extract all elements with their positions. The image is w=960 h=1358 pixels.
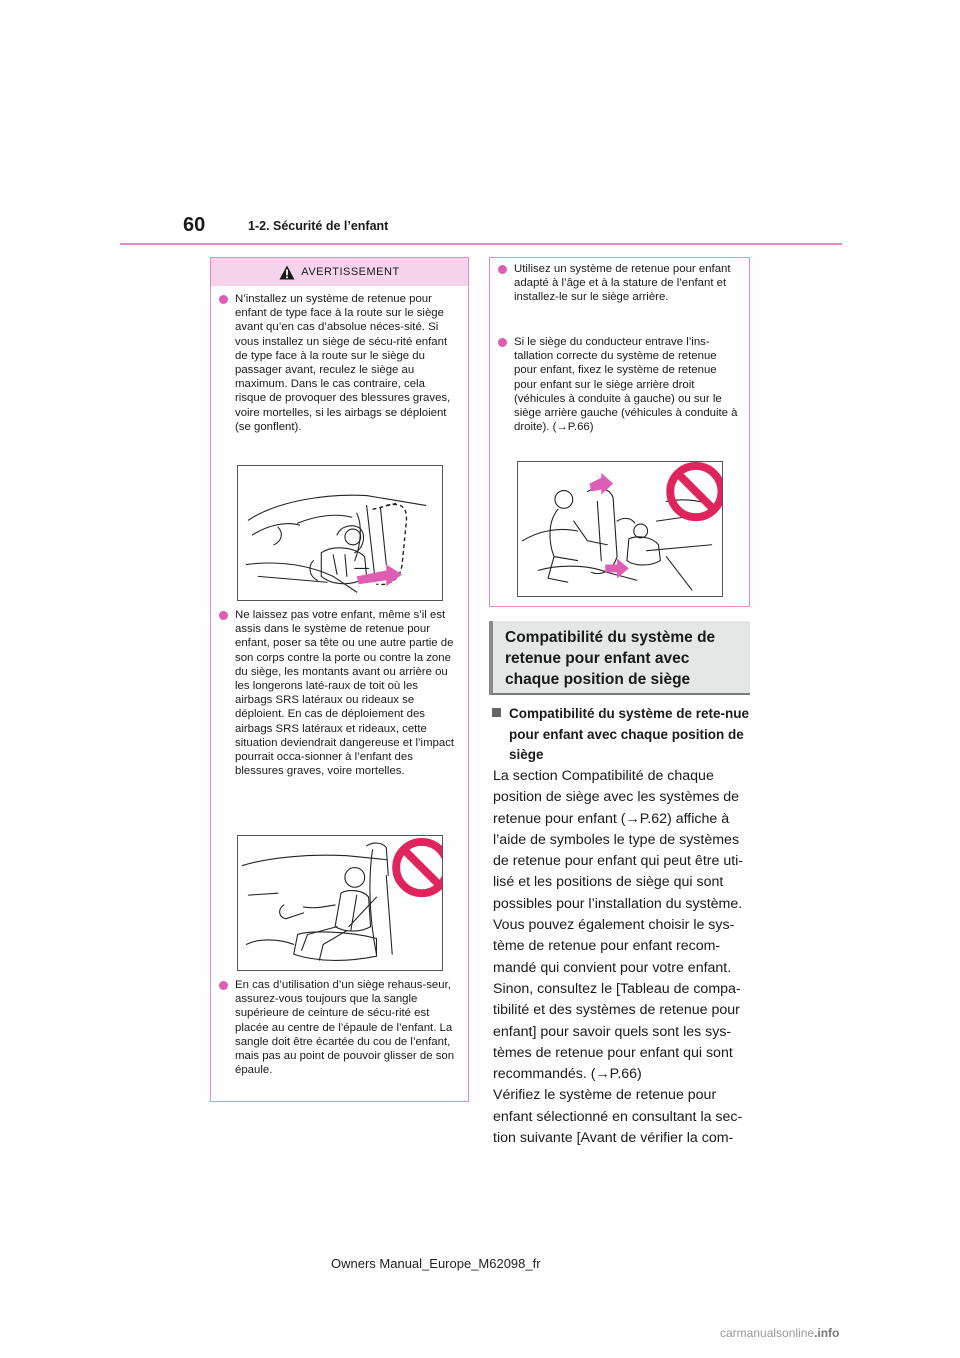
warning-panel	[210, 257, 469, 1102]
warning-triangle-icon	[279, 265, 295, 280]
figure-forward-facing-seat	[237, 465, 443, 601]
compatibility-subheading: Compatibilité du système de rete-nue pour enfant avec chaque position de siège	[492, 704, 750, 766]
bullet-dot	[498, 265, 507, 274]
bullet-dot	[219, 981, 228, 990]
warning-bullet-3: En cas d’utilisation d’un siège rehaus-seur, assurez-vous toujours que la sangle supérieure de ceinture de sécu-rité est placée au centre de l’épaule de l’enfant. La sangle doit être écartée du cou de l’enfant, mais pas au point de pouvoir glisser de son épaule.	[219, 978, 457, 1077]
compatibility-body-text: La section Compatibilité de chaque position de siège avec les systèmes de retenue pour enfant (→P.62) affiche à l’aide de symboles le type de systèmes de retenue pour enfant qui peut être uti-lisé et les positions de siège qui sont possibles pour l’installation du système. Vous pouvez également choisir le sys-tème de retenue pour enfant recom-mandé qui convient pour votre enfant. Sinon, consultez le [Tableau de compa-tibilité et des systèmes de retenue pour enfant] pour savoir quels sont les sys-tèmes de retenue pour enfant qui sont recommandés. (→P.66) Vérifiez le système de retenue pour enfant sélectionné en consultant la sec-tion suivante [Avant de vérifier la com-	[493, 768, 744, 1147]
warning-title: AVERTISSEMENT	[301, 266, 400, 278]
page-number: 60	[183, 214, 206, 236]
compatibility-title: Compatibilité du système de retenue pour enfant avec chaque position de siège	[505, 629, 716, 688]
prohibition-icon	[396, 842, 443, 893]
compatibility-heading-box	[489, 621, 750, 695]
section-title: 1-2. Sécurité de l’enfant	[248, 219, 389, 233]
right-bullet-2: Si le siège du conducteur entrave l’ins-tallation correcte du système de retenue pour enfant, fixez le système de retenue pour enfant sur le siège arrière droit (véhicules à conduite à gauche) ou sur le siège arrière gauche (véhicules à conduite à droite). (→P.66)	[498, 335, 738, 434]
figure-driver-seat-obstruction	[517, 461, 723, 597]
figure-booster-seat-prohibited	[237, 835, 443, 971]
warning-bullet-2: Ne laissez pas votre enfant, même s’il est assis dans le système de retenue pour enfant, poser sa tête ou une autre partie de son corps contre la porte ou contre la zone du siège, les montants avant ou arrière ou les longerons laté-raux de toit où les airbags SRS latéraux ou rideaux se déploient. En cas de déploiement des airbags SRS latéraux et rideaux, cette situation deviendrait dangereuse et l’impact pourrait occa-sionner à l’enfant des blessures graves, voire mortelles.	[219, 608, 457, 778]
bullet-dot	[498, 338, 507, 347]
bullet-dot	[219, 611, 228, 620]
bullet-dot	[219, 295, 228, 304]
warning-bullet-1: N’installez un système de retenue pour enfant de type face à la route sur le siège avant qu’en cas d’absolue néces-sité. Si vous installez un siège de sécu-rité enfant de type face à la route sur le siège du passager avant, reculez le siège au maximum. Dans le cas contraire, cela risque de provoquer des blessures graves, voire mortelles, si les airbags se déploient (se gonflent).	[219, 292, 457, 434]
watermark: carmanualsonline.info	[720, 1326, 840, 1340]
square-bullet-icon	[492, 708, 501, 717]
warning-header	[211, 258, 468, 286]
right-warning-panel	[489, 257, 750, 607]
prohibition-icon	[670, 466, 721, 517]
footer-manual-id: Owners Manual_Europe_M62098_fr	[331, 1256, 541, 1271]
header-rule	[120, 243, 842, 245]
right-bullet-1: Utilisez un système de retenue pour enfant adapté à l’âge et à la stature de l’enfant et installez-le sur le siège arrière.	[498, 262, 738, 305]
